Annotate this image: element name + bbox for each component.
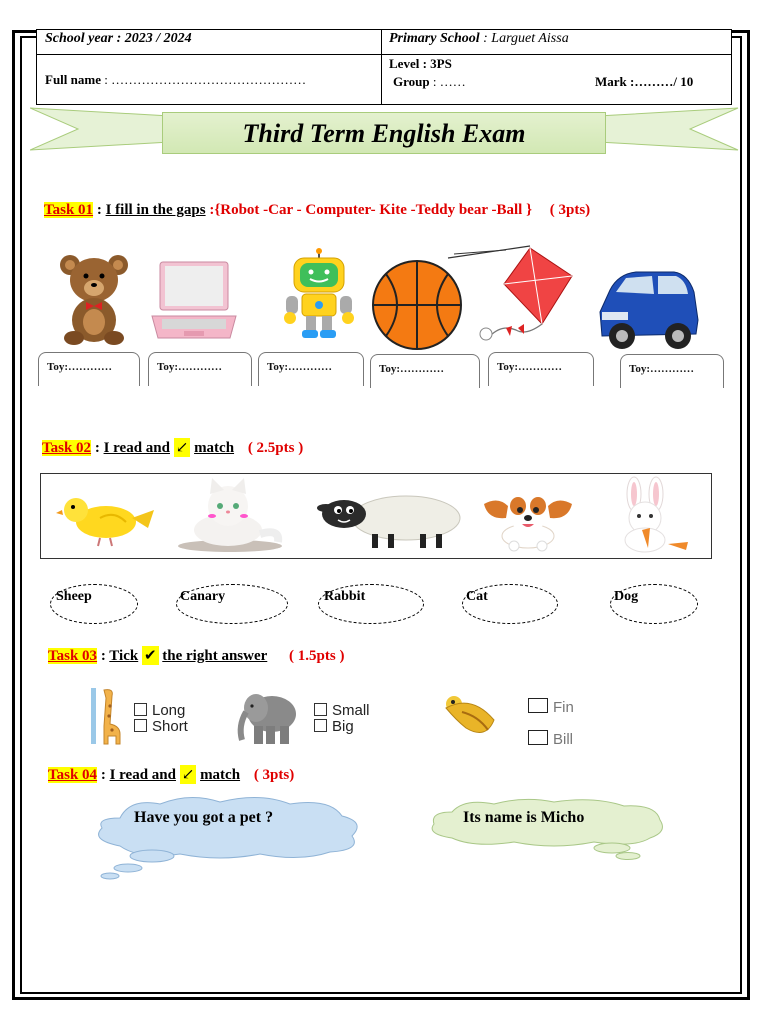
toy-answer-5[interactable]: Toy:………… [488, 352, 594, 386]
toy-answer-2[interactable]: Toy:………… [148, 352, 252, 386]
word-cat: Cat [466, 589, 488, 604]
task4-heading: Task 04 : I read and ↙ match ( 3pts) [48, 767, 295, 783]
group-field[interactable]: Group : …… [393, 74, 466, 89]
car-icon [596, 262, 700, 354]
thought-bubble-left [90, 792, 370, 882]
task2-heading: Task 02 : I read and ↙ match ( 2.5pts ) [42, 440, 304, 456]
match-arrow-icon: ↙ [175, 440, 189, 456]
task1-heading: Task 01 : I fill in the gaps :{Robot -Car - Computer- Kite -Teddy bear -Ball } ( 3pts) [44, 202, 591, 218]
option-fin[interactable]: Fin [528, 698, 574, 716]
word-canary: Canary [180, 589, 226, 604]
rabbit-icon [598, 476, 696, 554]
option-bill[interactable]: Bill [528, 730, 573, 748]
level-field: Level : 3PS [389, 56, 452, 71]
school-name: Primary School : Larguet Aissa [389, 31, 569, 46]
toy-answer-4[interactable]: Toy:………… [370, 354, 480, 388]
word-sheep: Sheep [56, 589, 92, 604]
full-name-field[interactable]: Full name : ……………………………………… [45, 72, 307, 87]
toy-answer-3[interactable]: Toy:………… [258, 352, 364, 386]
match-arrow-icon-2: ↙ [181, 767, 195, 783]
toy-answer-1[interactable]: Toy:………… [38, 352, 140, 386]
sheep-icon [316, 490, 466, 550]
toy-answer-6[interactable]: Toy:………… [620, 354, 724, 388]
word-rabbit: Rabbit [324, 589, 366, 604]
canary-icon [56, 488, 156, 548]
laptop-computer-icon [150, 260, 240, 346]
bird-beak-icon [436, 690, 502, 748]
dog-icon [478, 486, 578, 552]
elephant-icon [234, 686, 300, 746]
word-dog: Dog [614, 589, 639, 604]
task3-heading: Task 03 : Tick ✔ the right answer ( 1.5pts ) [48, 648, 345, 664]
bubble-right-text: Its name is Micho [463, 809, 585, 826]
option-big[interactable]: Big [314, 718, 354, 735]
cat-icon [168, 478, 292, 554]
option-short[interactable]: Short [134, 718, 188, 735]
giraffe-icon [90, 686, 126, 746]
exam-title: Third Term English Exam [162, 112, 606, 154]
school-year: School year : 2023 / 2024 [45, 31, 192, 46]
thought-bubble-right [424, 796, 668, 864]
option-long[interactable]: Long [134, 702, 185, 719]
option-small[interactable]: Small [314, 702, 370, 719]
tick-icon: ✔ [143, 648, 157, 664]
bubble-left-text: Have you got a pet ? [134, 809, 274, 826]
mark-field[interactable]: Mark :………/ 10 [595, 74, 694, 89]
teddy-bear-icon [56, 252, 132, 346]
header-table [36, 29, 732, 105]
robot-icon [280, 248, 358, 340]
kite-icon [446, 244, 576, 350]
